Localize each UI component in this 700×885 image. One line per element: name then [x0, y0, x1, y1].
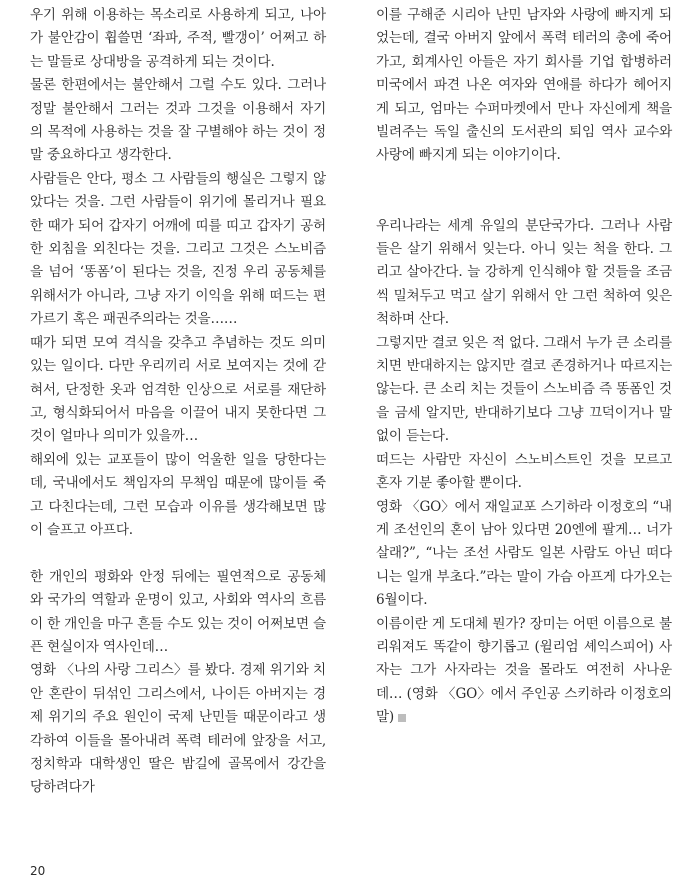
paragraph: 우기 위해 이용하는 목소리로 사용하게 되고, 나아가 불안감이 휩쓸면 ‘좌파, 주적, 빨갱이’ 어쩌고 하는 말들로 상대방을 공격하게 되는 것이다.: [30, 7, 326, 70]
paragraph: 때가 되면 모여 격식을 갖추고 추념하는 것도 의미있는 일이다. 다만 우리끼리 서로 보여지는 것에 갇혀서, 단정한 옷과 엄격한 인상으로 서로를 재단하고, 형식화되어서 마음을 이끌어 내지 못한다면 그것이 얼마나 의미가 있을까…: [30, 334, 326, 445]
paragraph-text: 이름이란 게 도대체 뭔가? 장미는 어떤 이름으로 불리워져도 똑같이 향기롭고 (윌리엄 셰익스피어) 사자는 그가 사자라는 것을 몰라도 여전히 사나운데… (영화 〈GO〉에서 주인공 스키하라 이정호의 말): [376, 615, 672, 726]
paragraph: 이를 구해준 시리아 난민 남자와 사랑에 빠지게 되었는데, 결국 아버지 앞에서 폭력 테러의 총에 죽어가고, 회계사인 아들은 자기 회사를 기업 합병하러 미국에서 파견 나온 여자와 연애를 하다가 헤어지게 되고, 엄마는 수퍼마켓에서 만나 자신에게 책을 빌려주는 독일 출신의 도서관의 퇴임 역사 교수와 사랑에 빠지게 되는 이야기이다.: [376, 7, 672, 164]
paragraph-gap: [376, 191, 672, 214]
paragraph: 물론 한편에서는 불안해서 그럴 수도 있다. 그러나 정말 불안해서 그러는 것과 그것을 이용해서 자기의 목적에 사용하는 것을 잘 구별해야 하는 것이 정말 중요하다고 생각한다.: [30, 77, 326, 164]
right-column: [376, 4, 672, 730]
last-paragraph: [376, 613, 672, 730]
paragraph: 사람들은 안다, 평소 그 사람들의 행실은 그렇지 않았다는 것을. 그런 사람들이 위기에 몰리거나 필요한 때가 되어 갑자기 어깨에 띠를 띠고 갑자기 공허한 외침을 외친다는 것을. 그리고 그것은 스노비즘을 넘어 ‘똥폼’이 된다는 것을, 진정 우리 공동체를 위해서가 아니라, 그냥 자기 이익을 위해 떠드는 편 가르기 혹은 패권주의라는 것을……: [30, 170, 326, 328]
paragraph: 떠드는 사람만 자신이 스노비스트인 것을 모르고 혼자 기분 좋아할 뿐이다.: [376, 451, 672, 492]
left-column: [30, 4, 326, 800]
paragraph: 한 개인의 평화와 안정 뒤에는 필연적으로 공동체와 국가의 역할과 운명이 있고, 사회와 역사의 흐름이 한 개인을 마구 흔들 수도 있는 것이 어쩌보면 슬픈 현실이자 역사인데…: [30, 568, 326, 655]
page-number: 20: [30, 864, 46, 878]
paragraph: 우리나라는 세계 유일의 분단국가다. 그러나 사람들은 살기 위해서 잊는다. 아니 잊는 척을 한다. 그리고 살아간다. 늘 강하게 인식해야 할 것들을 조금씩 밀쳐두고 먹고 살기 위해서 안 그런 척하여 잊은 척하며 산다.: [376, 217, 672, 328]
end-square-icon: [398, 714, 406, 722]
paragraph-gap: [376, 168, 672, 191]
paragraph-gap: [30, 542, 326, 565]
paragraph: 그렇지만 결코 잊은 적 없다. 그래서 누가 큰 소리를 치면 반대하지는 않지만 결코 존경하거나 따르지는 않는다. 큰 소리 치는 것들이 스노비즘 즉 똥폼인 것을 금세 알지만, 반대하기보다 그냥 끄덕이거나 말없이 듣는다.: [376, 334, 672, 445]
paragraph: 해외에 있는 교포들이 많이 억울한 일을 당한다는데, 국내에서도 책임자의 무책임 때문에 많이들 죽고 다친다는데, 그런 모습과 이유를 생각해보면 많이 슬프고 아프다.: [30, 451, 326, 538]
paragraph: 영화 〈나의 사랑 그리스〉를 봤다. 경제 위기와 치안 혼란이 뒤섞인 그리스에서, 나이든 아버지는 경제 위기의 주요 원인이 국제 난민들 때문이라고 생각하여 이들을 몰아내려 폭력 테러에 앞장을 서고, 정치학과 대학생인 딸은 밤길에 골목에서 강간을 당하려다가: [30, 662, 326, 796]
paragraph: 영화 〈GO〉에서 재일교포 스기하라 이정호의 “내게 조선인의 혼이 남아 있다면 20엔에 팔게… 너가 살래?”, “나는 조선 사람도 일본 사람도 아닌 떠다니는 일개 부초다.”라는 말이 가슴 아프게 다가오는 6월이다.: [376, 498, 672, 609]
